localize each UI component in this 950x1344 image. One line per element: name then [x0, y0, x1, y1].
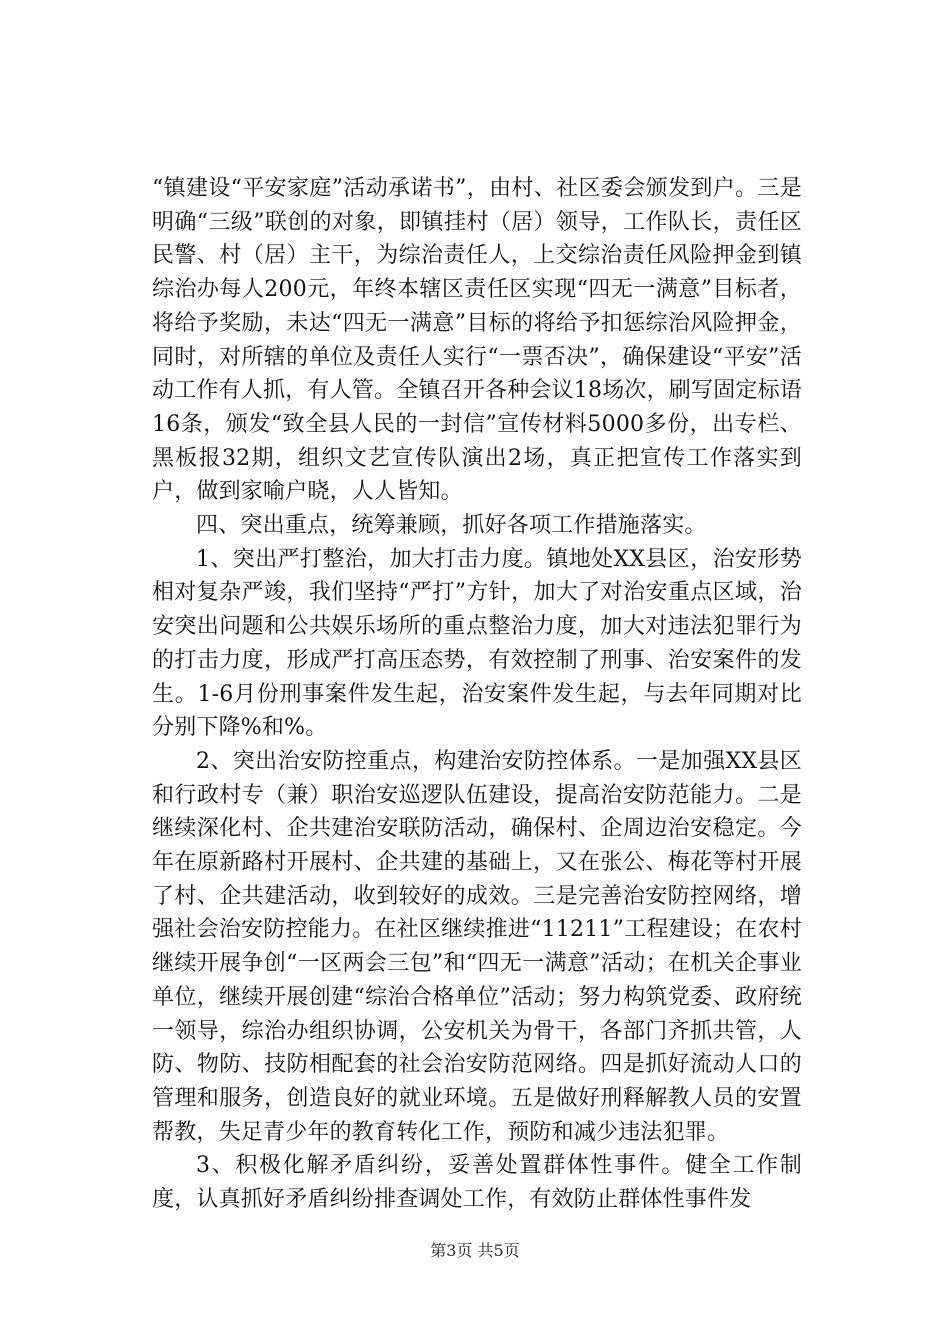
page-number-footer: 第3页 共5页 [430, 1241, 520, 1260]
section-heading-four: 四、突出重点，统筹兼顾，抓好各项工作措施落实。 [196, 513, 707, 539]
paragraph-continuation: “镇建设“平安家庭”活动承诺书”，由村、社区委会颁发到户。三是明确“三级”联创的对象，即镇挂村（居）领导，工作队长，责任区民警、村（居）主干，为综治责任人，上交综治责任风险押金到镇综治办每人200元，年终本辖区责任区实现“四无一满意”目标者，将给予奖励，未达“四无一满意”目标的将给予扣惩综治风险押金，同时，对所辖的单位及责任人实行“一票否决”，确保建设“平安”活动工作有人抓，有人管。全镇召开各种会议18场次，刷写固定标语16条，颁发“致全县人民的一封信”宣传材料5000多份，出专栏、黑板报32期，组织文艺宣传队演出2场，真正把宣传工作落实到户，做到家喻户晓，人人皆知。 [152, 176, 802, 505]
paragraph-item-3: 3、积极化解矛盾纠纷，妥善处置群体性事件。健全工作制度，认真抓好矛盾纠纷排查调处工作，有效防止群体性事件发 [152, 1153, 802, 1213]
document-body [152, 172, 802, 1217]
paragraph-item-1: 1、突出严打整治，加大打击力度。镇地处XX县区，治安形势相对复杂严竣，我们坚持“严打”方针，加大了对治安重点区域，治安突出问题和公共娱乐场所的重点整治力度，加大对违法犯罪行为的打击力度，形成严打高压态势，有效控制了刑事、治安案件的发生。1-6月份刑事案件发生起，治安案件发生起，与去年同期对比分别下降%和%。 [152, 546, 802, 741]
paragraph-item-2: 2、突出治安防控重点，构建治安防控体系。一是加强XX县区和行政村专（兼）职治安巡逻队伍建设，提高治安防范能力。二是继续深化村、企共建治安联防活动，确保村、企周边治安稳定。今年在原新路村开展村、企共建的基础上，又在张公、梅花等村开展了村、企共建活动，收到较好的成效。三是完善治安防控网络，增强社会治安防控能力。在社区继续推进“11211”工程建设；在农村继续开展争创“一区两会三包”和“四无一满意”活动；在机关企事业单位，继续开展创建“综治合格单位”活动；努力构筑党委、政府统一领导，综治办组织协调，公安机关为骨干，各部门齐抓共管，人防、物防、技防相配套的社会治安防范网络。四是抓好流动人口的管理和服务，创造良好的就业环境。五是做好刑释解教人员的安置帮教，失足青少年的教育转化工作，预防和减少违法犯罪。 [152, 748, 802, 1145]
